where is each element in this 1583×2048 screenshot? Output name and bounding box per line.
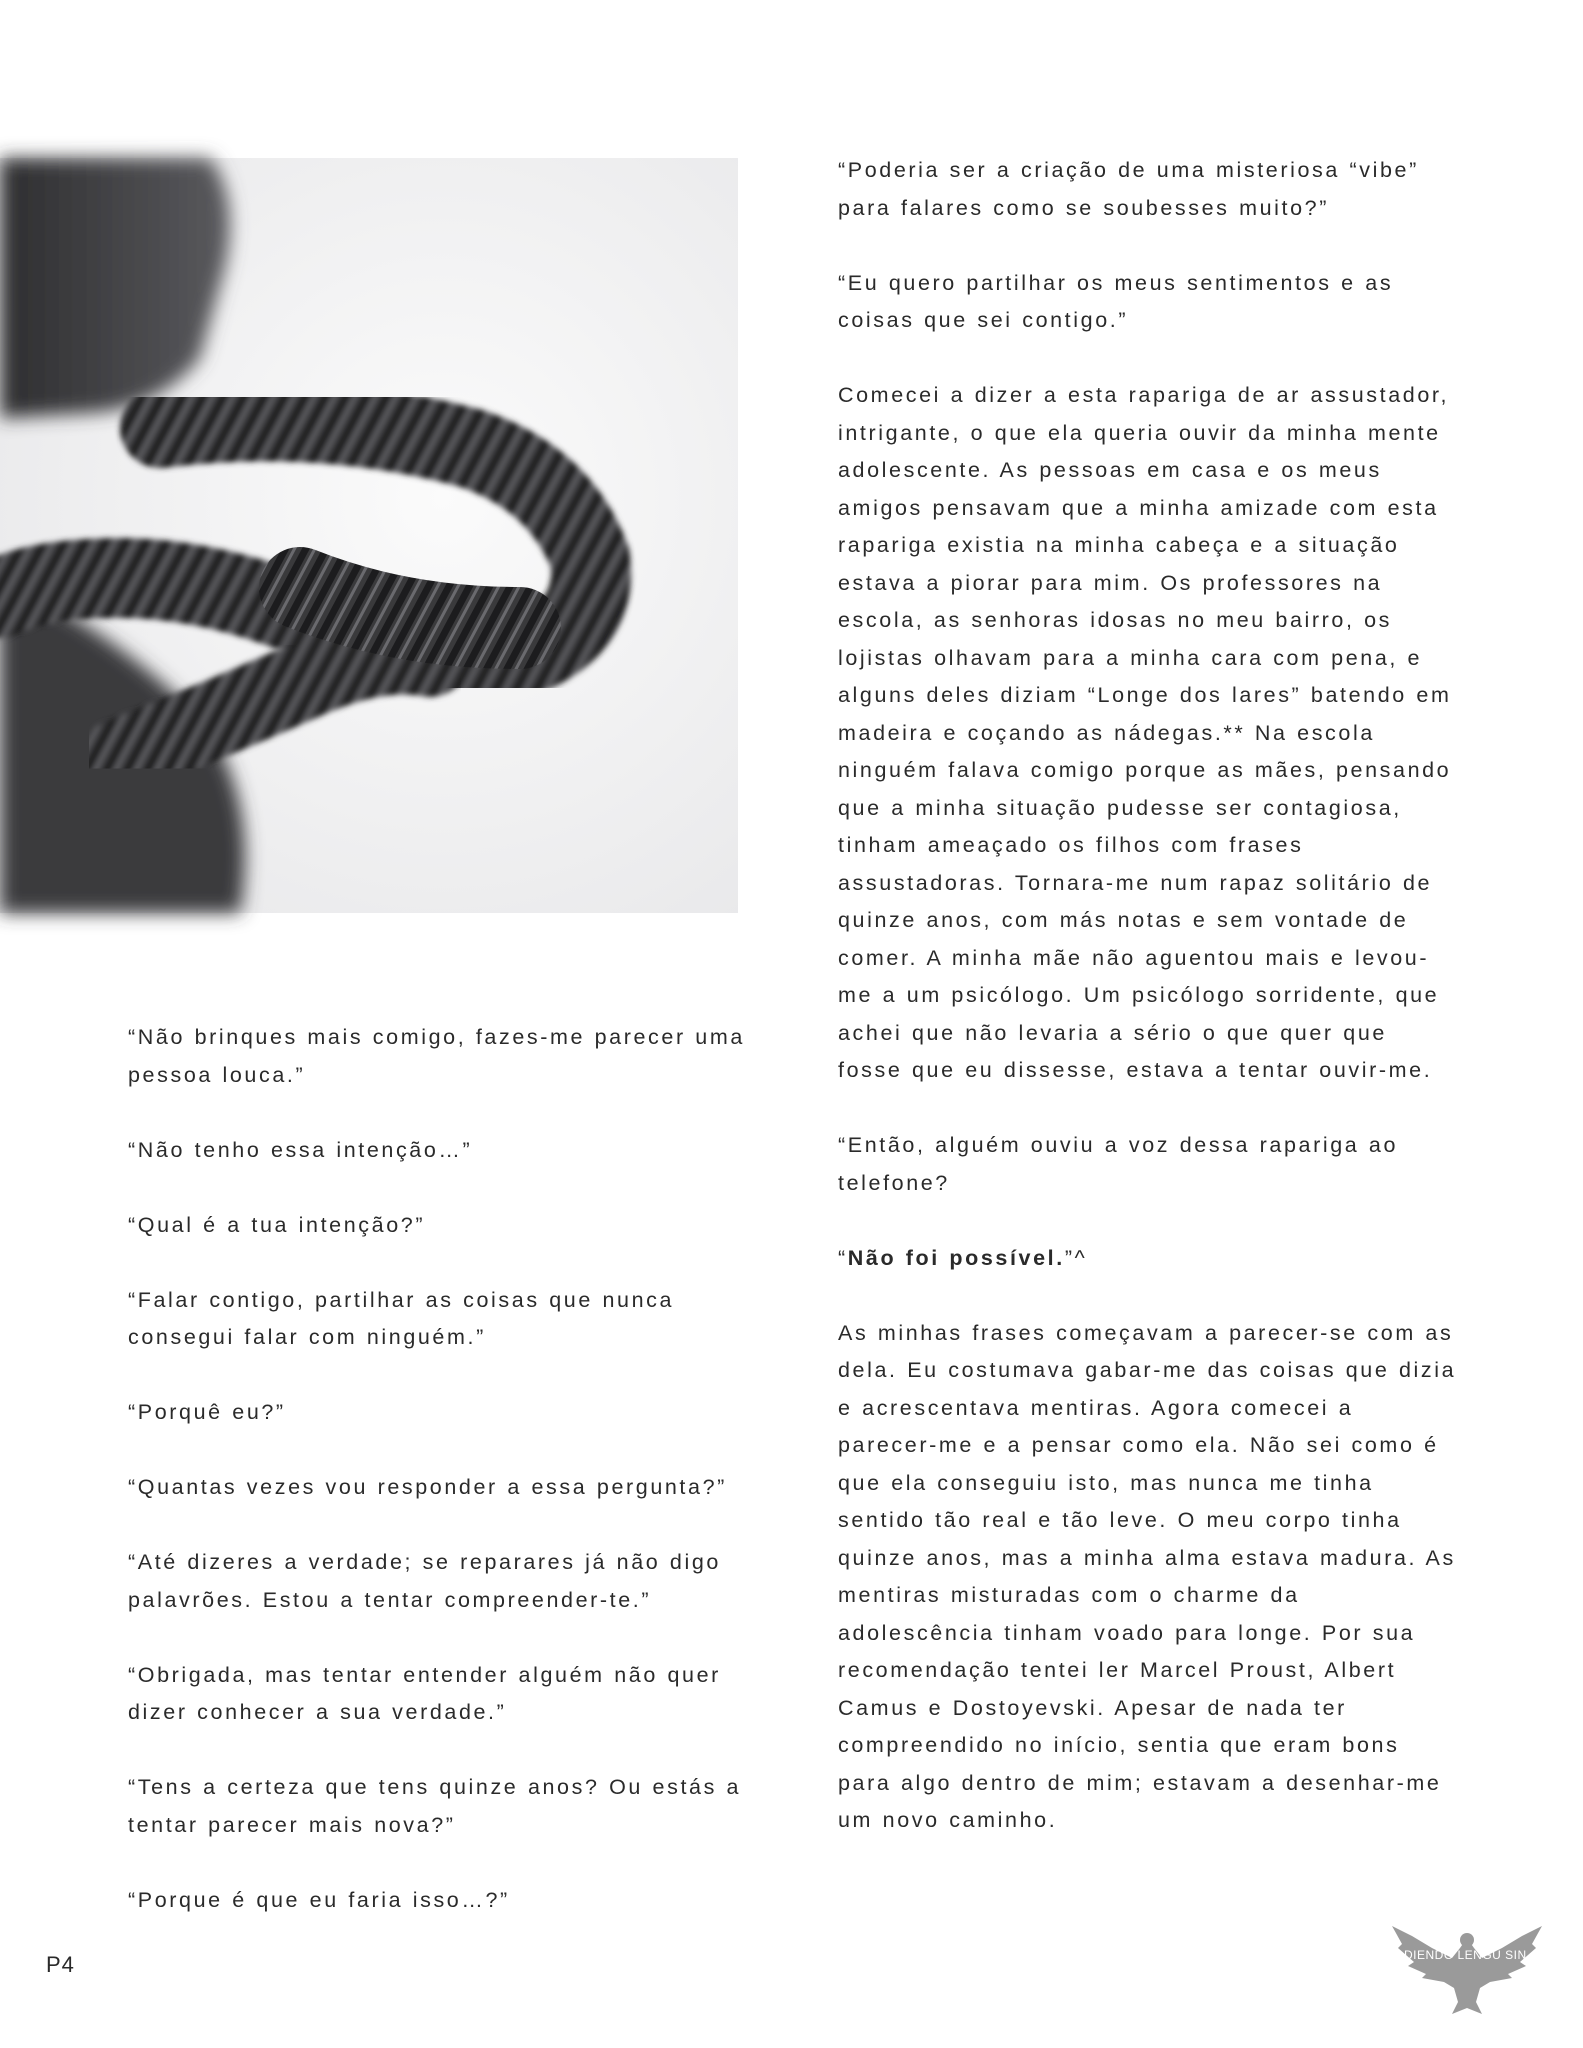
left-column (128, 1019, 758, 1957)
narrative-paragraph: Comecei a dizer a esta rapariga de ar assustador, intrigante, o que ela queria ouvir da minha mente adolescente. As pessoas em casa e os meus amigos pensavam que a minha amizade com esta rapariga existia na minha cabeça e a situação estava a piorar para mim. Os professores na escola, as senhoras idosas no meu bairro, os lojistas olhavam para a minha cara com pena, e alguns deles diziam “Longe dos lares” batendo em madeira e coçando as nádegas.** Na escola ninguém falava comigo porque as mães, pensando que a minha situação pudesse ser contagiosa, tinham ameaçado os filhos com frases assustadoras. Tornara-me num rapaz solitário de quinze anos, com más notas e sem vontade de comer. A minha mãe não aguentou mais e levou-me a um psicólogo. Um psicólogo sorridente, que achei que não levaria a sério o que quer que fosse que eu dissesse, estava a tentar ouvir-me. (838, 383, 1452, 1082)
dialogue-line: “Então, alguém ouviu a voz dessa rapariga ao telefone? (838, 1133, 1399, 1195)
eagle-icon (1392, 1918, 1583, 2018)
narrative-paragraph: As minhas frases começavam a parecer-se com as dela. Eu costumava gabar-me das coisas que dizia e acrescentava mentiras. Agora comecei a parecer-me e a pensar como ela. Não sei como é que ela conseguiu isto, mas nunca me tinha sentido tão real e tão leve. O meu corpo tinha quinze anos, mas a minha alma estava madura. As mentiras misturadas com o charme da adolescência tinham voado para longe. Por sua recomendação tentei ler Marcel Proust, Albert Camus e Dostoyevski. Apesar de nada ter compreendido no início, sentia que eram bons para algo dentro de mim; estavam a desenhar-me um novo caminho. (838, 1320, 1457, 1832)
dialogue-line: “Não brinques mais comigo, fazes-me parecer uma pessoa louca.” (128, 1025, 745, 1087)
dialogue-line: “Não tenho essa intenção…” (128, 1137, 473, 1162)
dialogue-line-bold (838, 1240, 1458, 1278)
dialogue-line: “Porquê eu?” (128, 1400, 286, 1424)
dialogue-line: “Qual é a tua intenção?” (128, 1212, 426, 1237)
right-column (838, 152, 1458, 1877)
dialogue-line: “Quantas vezes vou responder a essa pergunta?” (128, 1475, 727, 1499)
logo-text: DIENDO LENGU SIN AKYU 70 (1404, 1948, 1583, 1962)
dialogue-line: “Falar contigo, partilhar as coisas que nunca consegui falar com ninguém.” (128, 1287, 675, 1349)
quote-open: “ (838, 1245, 848, 1270)
dialogue-line: “Obrigada, mas tentar entender alguém não quer dizer conhecer a sua verdade.” (128, 1662, 721, 1724)
page-number: P4 (46, 1952, 75, 1977)
dialogue-line: “Até dizeres a verdade; se reparares já não digo palavrões. Estou a tentar compreender-te.” (128, 1550, 721, 1612)
dialogue-line: “Porque é que eu faria isso…?” (128, 1887, 510, 1912)
telephone-cord-image (0, 158, 738, 913)
bold-phrase: Não foi possível. (847, 1245, 1065, 1270)
dialogue-line: “Poderia ser a criação de uma misteriosa “vibe” para falares como se soubesses muito?” (838, 158, 1419, 220)
telephone-cord-photo (0, 158, 738, 913)
dialogue-line: “Eu quero partilhar os meus sentimentos e as coisas que sei contigo.” (838, 270, 1394, 332)
quote-close: ”^ (1064, 1245, 1088, 1270)
dialogue-line: “Tens a certeza que tens quinze anos? Ou estás a tentar parecer mais nova?” (128, 1775, 742, 1837)
